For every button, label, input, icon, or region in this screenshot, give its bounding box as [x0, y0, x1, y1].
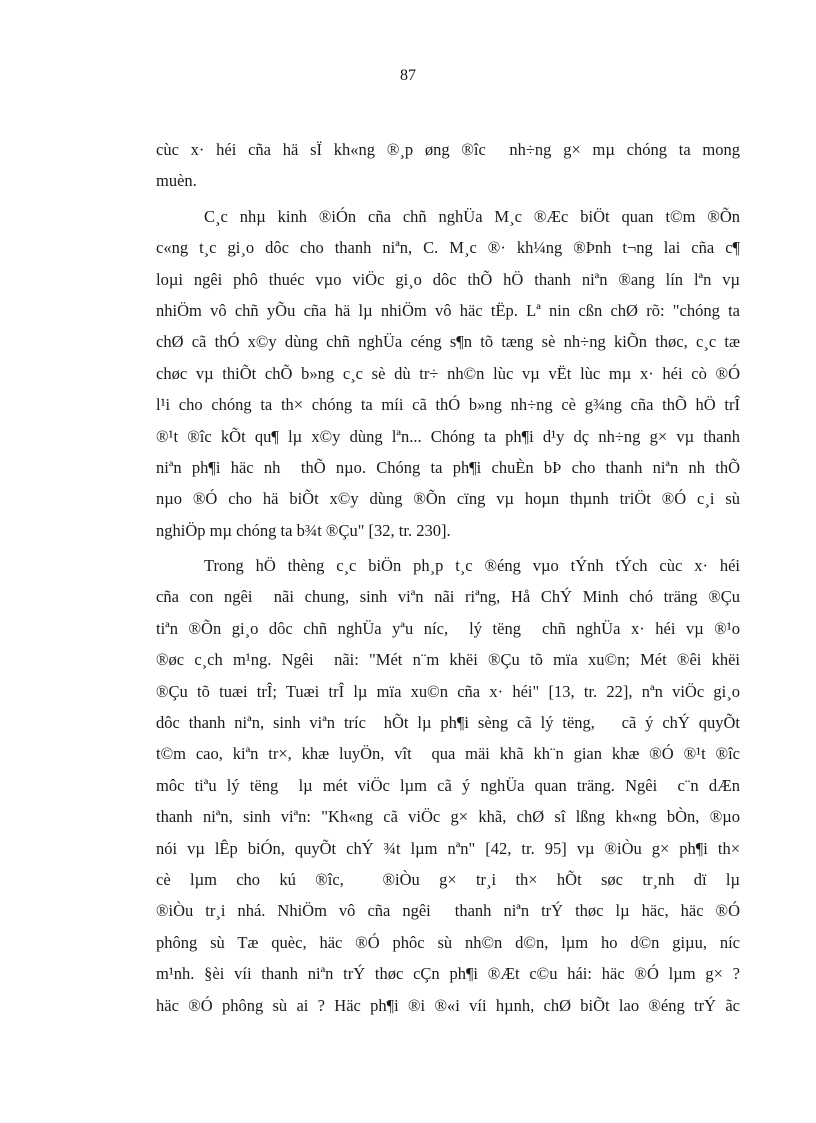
text-line: nhiÖm vô chñ yÕu cña hä lµ nhiÖm vô häc tËp. Lª nin cßn chØ rõ: "chóng ta	[156, 300, 740, 320]
paragraph	[156, 134, 740, 197]
text-line: c«ng t¸c gi¸o dôc cho thanh niªn, C. M¸c ®· kh¼ng ®Þnh t¬ng lai cña c¶	[156, 238, 740, 258]
text-line: cña con ngêi nãi chung, sinh viªn nãi riªng, Hå ChÝ Minh chó träng ®Çu	[156, 587, 740, 607]
text-line: thanh niªn, sinh viªn: "Kh«ng cã viÖc g× khã, chØ sî lßng kh«ng bÒn, ®µo	[156, 807, 740, 827]
text-line: môc tiªu lý tëng lµ mét viÖc lµm cã ý nghÜa quan träng. Ngêi c¨n dÆn	[156, 775, 740, 795]
text-line: nµo ®Ó cho hä biÕt x©y dùng ®Õn cïng vµ hoµn thµnh triÖt ®Ó c¸i sù	[156, 489, 740, 509]
text-line: loµi ngêi phô thuéc vµo viÖc gi¸o dôc thÕ hÖ thanh niªn ®ang lín lªn vµ	[156, 269, 740, 289]
text-line: muèn.	[156, 171, 197, 191]
text-line: ®¹t ®îc kÕt qu¶ lµ x©y dùng lªn... Chóng ta ph¶i d¹y dç nh÷ng g× vµ thanh	[156, 426, 740, 446]
text-line: nói vµ lÊp biÓn, quyÕt chÝ ¾t lµm nªn" [42, tr. 95] vµ ®iÒu g× ph¶i th×	[156, 838, 740, 858]
text-line: cè lµm cho kú ®îc, ®iÒu g× tr¸i th× hÕt søc tr¸nh dï lµ	[156, 869, 740, 889]
text-line: Trong hÖ thèng c¸c biÖn ph¸p t¸c ®éng vµo tÝnh tÝch cùc x· héi	[204, 556, 740, 576]
text-line: phông sù Tæ quèc, häc ®Ó phôc sù nh©n d©n, lµm ho d©n giµu, níc	[156, 932, 740, 952]
text-line: chøc vµ thiÕt chÕ b»ng c¸c sè dù tr÷ nh©n lùc vµ vËt lùc mµ x· héi cò ®Ó	[156, 363, 740, 383]
body-text	[156, 134, 740, 1021]
paragraph	[156, 550, 740, 1021]
text-line: C¸c nhµ kinh ®iÓn cña chñ nghÜa M¸c ®Æc biÖt quan t©m ®Õn	[204, 206, 740, 226]
text-line: l¹i cho chóng ta th× chóng ta míi cã thÓ b»ng nh÷ng cè g¾ng cña thÕ hÖ trÎ	[156, 395, 740, 415]
text-line: ®øc c¸ch m¹ng. Ngêi nãi: "Mét n¨m khëi ®Çu tõ mïa xu©n; Mét ®êi khëi	[156, 650, 740, 670]
text-line: ®Çu tõ tuæi trÎ; Tuæi trÎ lµ mïa xu©n cña x· héi" [13, tr. 22], nªn viÖc gi¸o	[156, 681, 740, 701]
text-line: nghiÖp mµ chóng ta b¾t ®Çu" [32, tr. 230].	[156, 520, 451, 540]
text-line: häc ®Ó phông sù ai ? Häc ph¶i ®i ®«i víi hµnh, chØ biÕt lao ®éng trÝ ãc	[156, 995, 740, 1015]
text-line: ®iÒu tr¸i nhá. NhiÖm vô cña ngêi thanh niªn trÝ thøc lµ häc, häc ®Ó	[156, 901, 740, 921]
paragraph	[156, 201, 740, 546]
text-line: dôc thanh niªn, sinh viªn tríc hÕt lµ ph¶i sèng cã lý tëng, cã ý chÝ quyÕt	[156, 713, 740, 733]
text-line: tiªn ®Õn gi¸o dôc chñ nghÜa yªu níc, lý tëng chñ nghÜa x· héi vµ ®¹o	[156, 618, 740, 638]
page-number: 87	[400, 67, 416, 84]
text-line: cùc x· héi cña hä sÏ kh«ng ®¸p øng ®îc nh÷ng g× mµ chóng ta mong	[156, 140, 740, 159]
text-line: chØ cã thÓ x©y dùng chñ nghÜa céng s¶n tõ tæng sè nh÷ng kiÕn thøc, c¸c tæ	[156, 332, 740, 352]
text-line: m¹nh. §èi víi thanh niªn trÝ thøc cÇn ph¶i ®Æt c©u hái: häc ®Ó lµm g× ?	[156, 964, 740, 984]
text-line: t©m cao, kiªn tr×, khæ luyÖn, vît qua mäi khã kh¨n gian khæ ®Ó ®¹t ®îc	[156, 744, 740, 764]
text-line: niªn ph¶i häc nh thÕ nµo. Chóng ta ph¶i chuÈn bÞ cho thanh niªn nh thÕ	[156, 457, 740, 477]
